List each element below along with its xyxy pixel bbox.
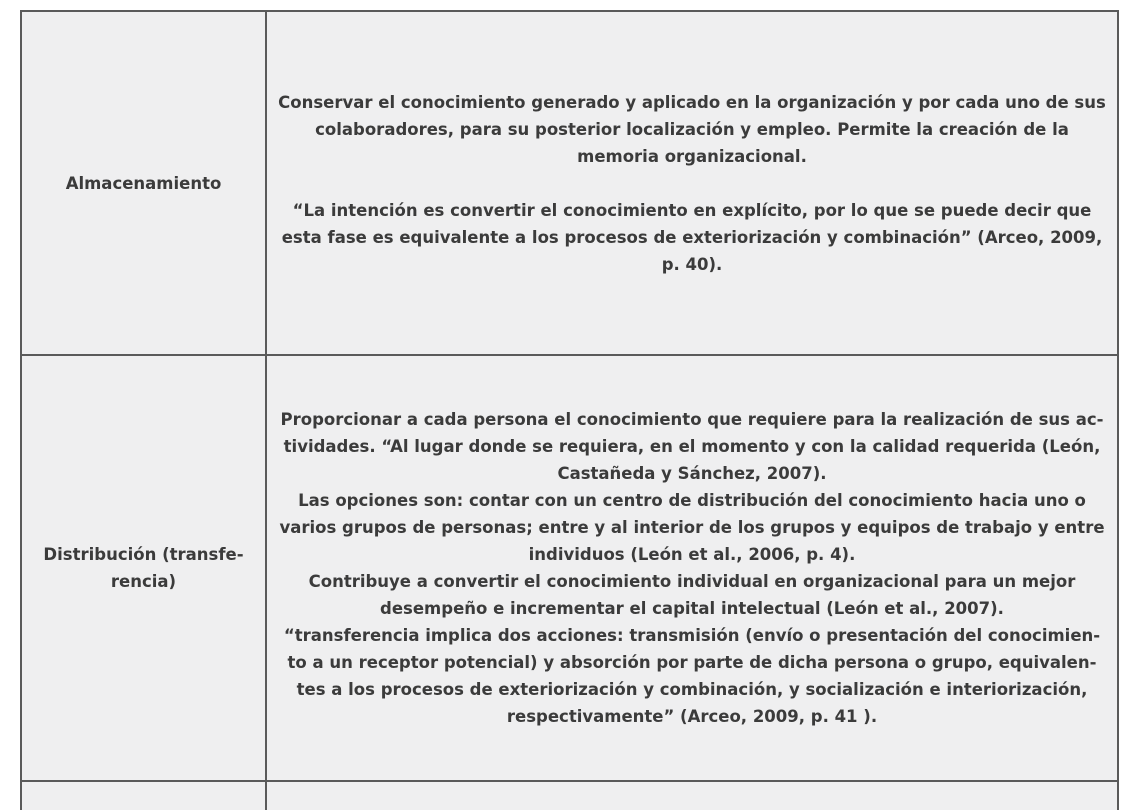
content-quote: “La intención es convertir el conocimiento en explícito, por lo que se puede decir que esta fase es equivalente a los procesos de exteriorización y combinación” (Arceo, 2009, p. 40). <box>281 200 1103 274</box>
row-label: Almacenamiento <box>65 173 222 193</box>
process-table <box>20 10 1119 810</box>
table-row-label-distribucion <box>22 356 265 780</box>
row-label: Distribución (transfe-rencia) <box>43 545 244 591</box>
table-border-right <box>1117 10 1119 810</box>
table-row-label-almacenamiento <box>22 12 265 354</box>
table-row-content-distribucion <box>267 356 1117 780</box>
content-paragraph: Las opciones son: contar con un centro de distribución del conocimiento hacia uno o varios grupos de personas; entre y al interior de los grupos y equipos de trabajo y entre individuos (León et al., 2006, p. 4). <box>279 491 1105 564</box>
content-paragraph: Proporcionar a cada persona el conocimiento que requiere para la realización de sus ac-tividades. “Al lugar donde se requiera, en el momento y con la calidad requerida (León, Castañeda y Sánchez, 2007). <box>280 410 1104 483</box>
content-quote: “transferencia implica dos acciones: transmisión (envío o presentación del conocimien-to a un receptor potencial) y absorción por parte de dicha persona o grupo, equivalen-tes a los procesos de exteriorización y combinación, y socialización e interiorización, respectivamente” (Arceo, 2009, p. 41 ). <box>283 626 1101 726</box>
row-divider <box>20 780 1119 782</box>
content-paragraph: Conservar el conocimiento generado y aplicado en la organización y por cada uno de sus colaboradores, para su posterior localización y empleo. Permite la creación de la memoria organizacional. <box>278 92 1106 166</box>
table-row-content-almacenamiento <box>267 12 1117 354</box>
content-paragraph: Contribuye a convertir el conocimiento individual en organizacional para un mejor desempeño e incrementar el capital intelectual (León et al., 2007). <box>308 572 1076 618</box>
